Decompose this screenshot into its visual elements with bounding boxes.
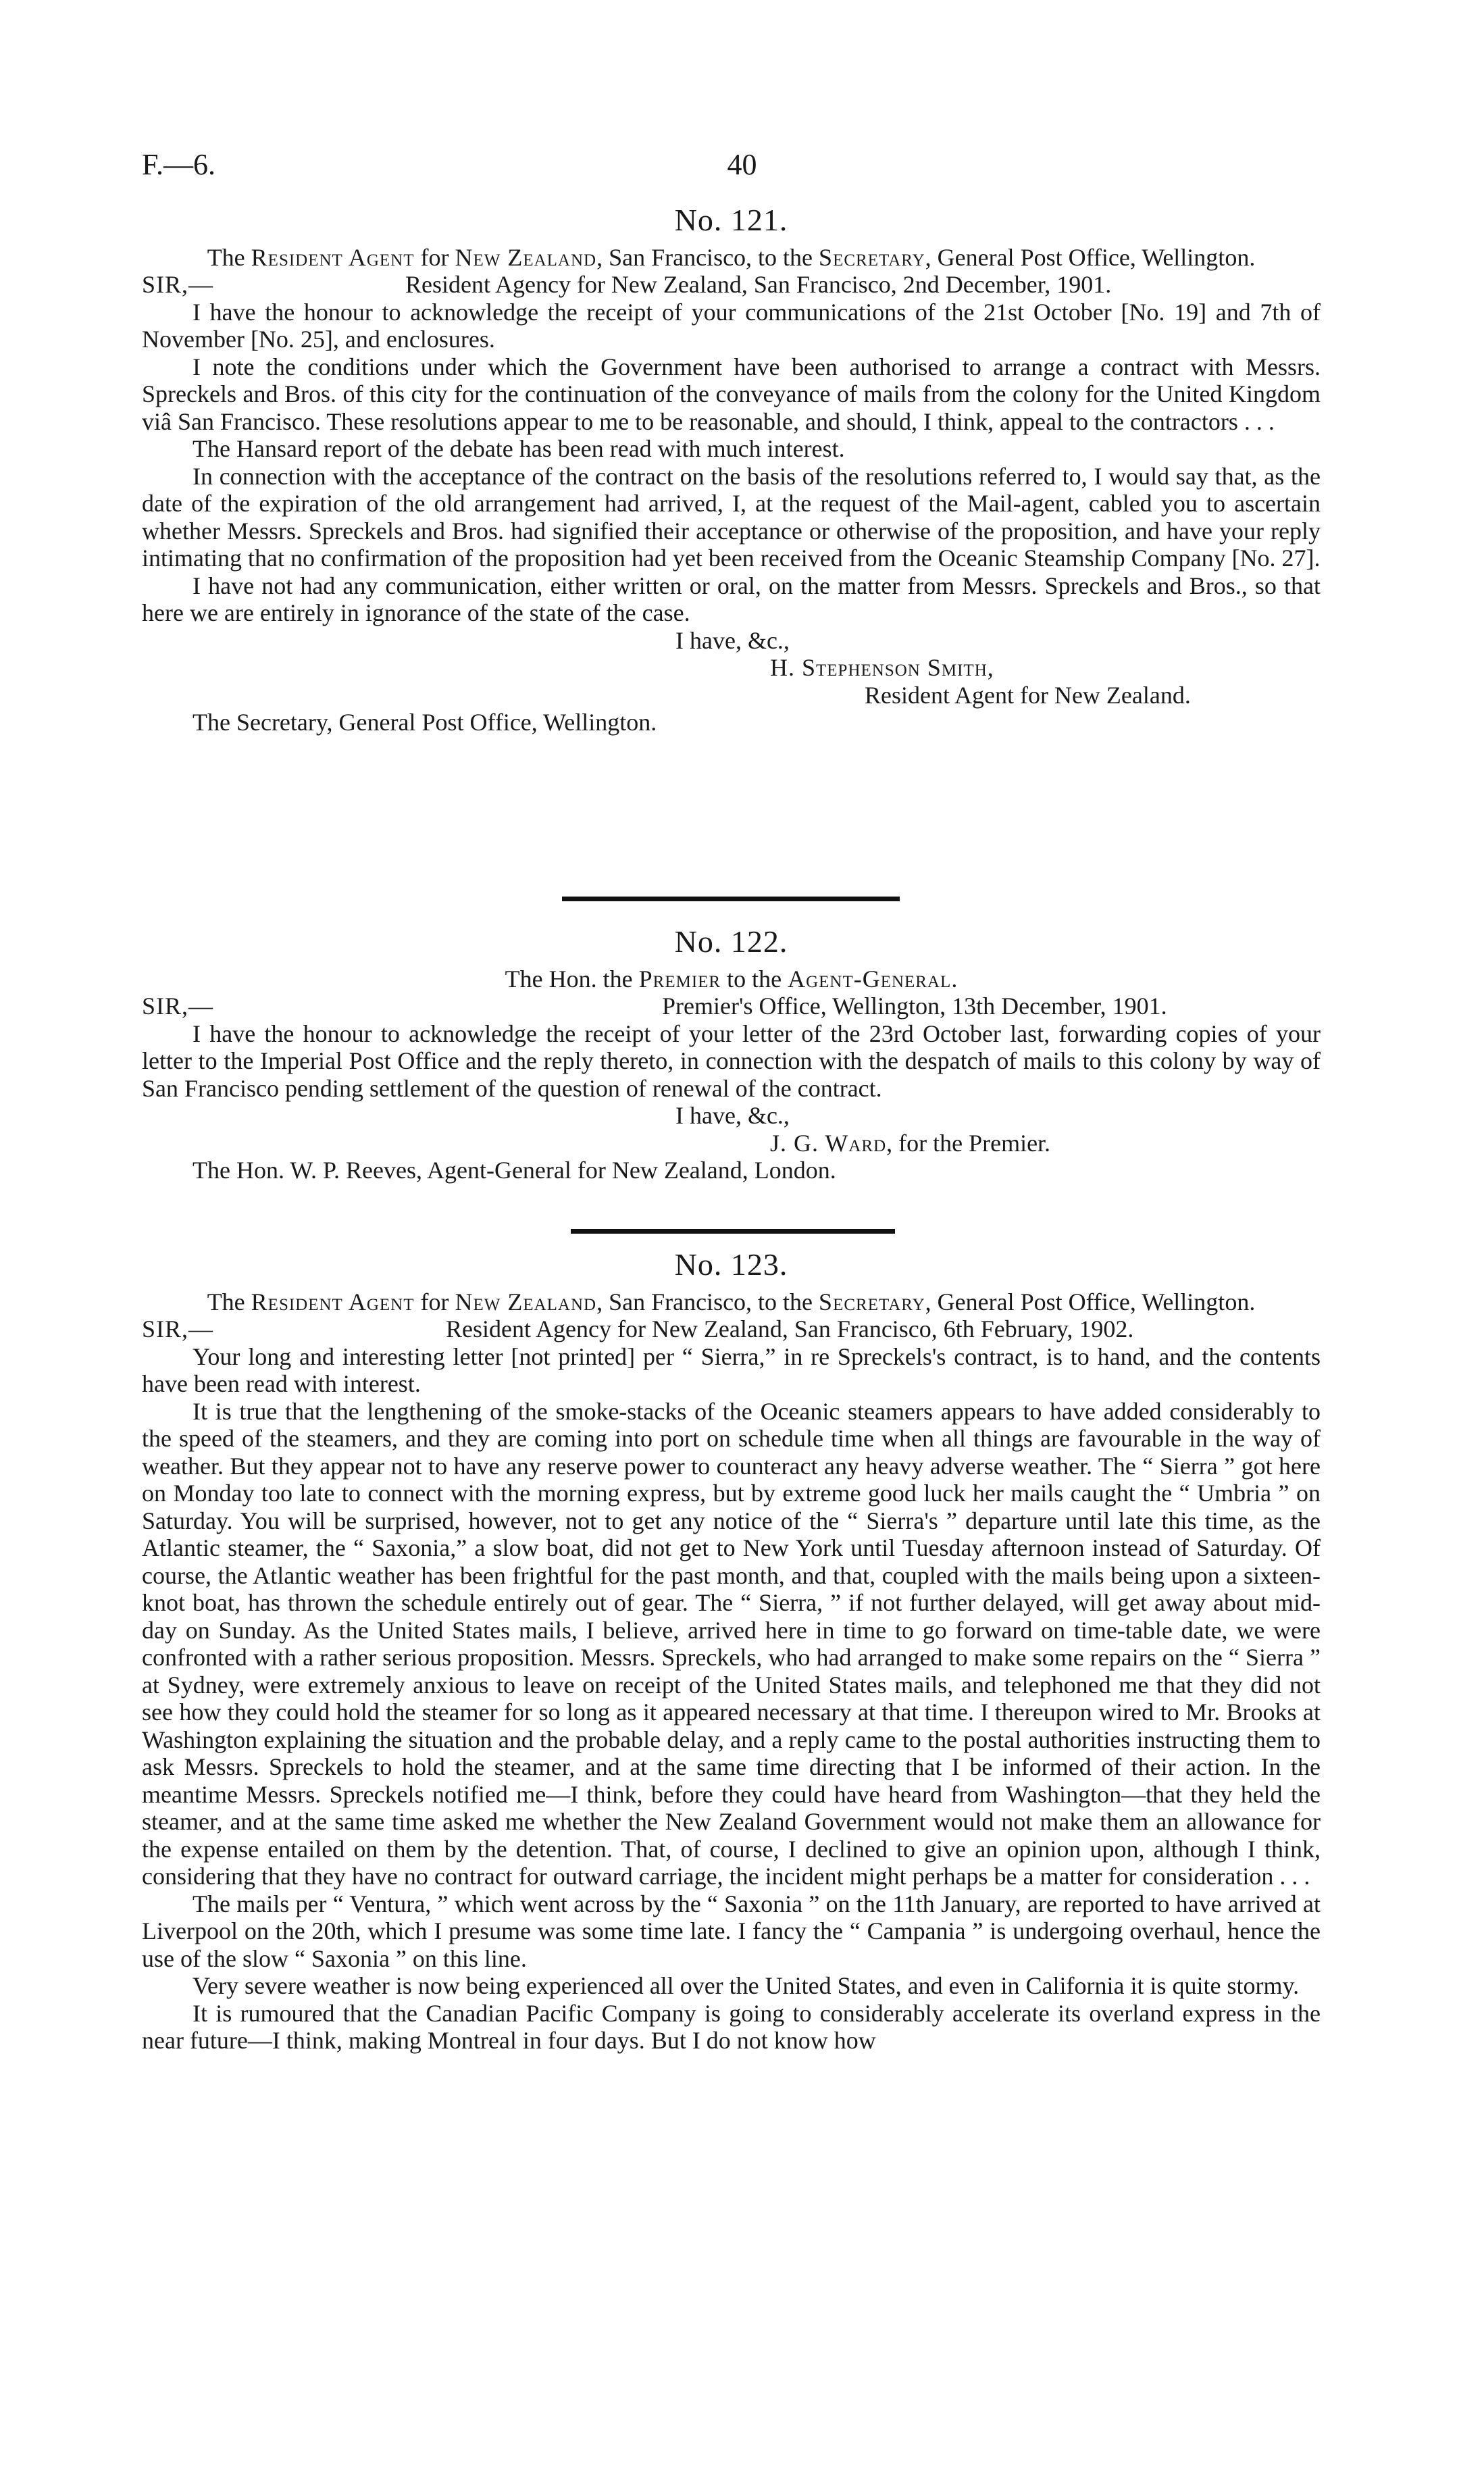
paragraph: I have not had any communication, either written or oral, on the matter from Messrs. Spreckels and Bros., so that here we are entirely in ignorance of the state of the case. — [142, 572, 1321, 626]
addressee: The Secretary, General Post Office, Wellington. — [193, 709, 657, 736]
paragraph: In connection with the acceptance of the contract on the basis of the resolutions referred to, I would say that, as the date of the expiration of the old arrangement had arrived, I, at the request of the Mail-agent, cabled you to ascertain whether Messrs. Spreckels and Bros. had signified their acceptance or otherwise of the proposition, and have your reply intimating that no confirmation of the proposition had yet been received from the Oceanic Steamship Company [No. 27]. — [142, 462, 1321, 572]
section-divider — [562, 897, 900, 901]
section-divider — [571, 1229, 895, 1234]
salutation: SIR,— — [142, 271, 214, 298]
page-number: 40 — [727, 148, 757, 181]
salutation: SIR,— — [142, 992, 214, 1020]
paragraph: I have the honour to acknowledge the receipt of your communications of the 21st October [No. 19] and 7th of November [No. 25], and enclosures. — [142, 298, 1321, 353]
salutation: SIR,— — [142, 1315, 214, 1342]
letter-number: No. 123. — [674, 1247, 788, 1282]
paragraph: It is rumoured that the Canadian Pacific Company is going to considerably accelerate its overland express in the near future—I think, making Montreal in four days. But I do not know how — [142, 1999, 1321, 2054]
paragraph: The mails per “ Ventura, ” which went across by the “ Saxonia ” on the 11th January, are reported to have arrived at Liverpool on the 20th, which I presume was some time late. I fancy the “ Campania ” is undergoing overhaul, hence the use of the slow “ Saxonia ” on this line. — [142, 1890, 1321, 1972]
signature-title: Resident Agent for New Zealand. — [865, 681, 1191, 709]
letter-heading: The Resident Agent for New Zealand, San Francisco, to the Secretary, General Post Office, Wellington. — [207, 243, 1256, 271]
paragraph: I have the honour to acknowledge the receipt of your letter of the 23rd October last, forwarding copies of your letter to the Imperial Post Office and the reply thereto, in connection with the despatch of mails to this colony by way of San Francisco pending settlement of the question of renewal of the contract. — [142, 1020, 1321, 1102]
paragraph: I note the conditions under which the Government have been authorised to arrange a contract with Messrs. Spreckels and Bros. of this city for the continuation of the conveyance of mails from the colony for the United Kingdom viâ San Francisco. These resolutions appear to me to be reasonable, and should, I think, appeal to the contractors . . . — [142, 353, 1321, 435]
paragraph: The Hansard report of the debate has been read with much interest. — [193, 435, 845, 462]
letter-heading: The Hon. the Premier to the Agent-General. — [505, 965, 958, 992]
addressee: The Hon. W. P. Reeves, Agent-General for New Zealand, London. — [193, 1157, 836, 1184]
letter-123 — [142, 1247, 1321, 2055]
letter-121 — [142, 203, 1321, 736]
paragraph: Your long and interesting letter [not printed] per “ Sierra,” in re Spreckels's contract, is to hand, and the contents have been read with interest. — [142, 1342, 1321, 1397]
closing: I have, &c., — [675, 1102, 790, 1129]
letter-122 — [142, 924, 1321, 1184]
paragraph: Very severe weather is now being experienced all over the United States, and even in California it is quite stormy. — [193, 1972, 1300, 1999]
salutation-line — [142, 1315, 1321, 1343]
salutation-line — [142, 271, 1321, 299]
letter-address: Premier's Office, Wellington, 13th December, 1901. — [662, 992, 1167, 1020]
closing: I have, &c., — [675, 626, 790, 654]
letter-address: Resident Agency for New Zealand, San Francisco, 6th February, 1902. — [446, 1315, 1134, 1342]
salutation-line — [142, 992, 1321, 1020]
signature: J. G. Ward, for the Premier. — [770, 1129, 1051, 1157]
letter-heading: The Resident Agent for New Zealand, San Francisco, to the Secretary, General Post Office, Wellington. — [207, 1288, 1256, 1315]
report-code: F.—6. — [142, 148, 215, 181]
paragraph: It is true that the lengthening of the smoke-stacks of the Oceanic steamers appears to have added considerably to the speed of the steamers, and they are coming into port on schedule time when all things are favourable in the way of weather. But they appear not to have any reserve power to counteract any heavy adverse weather. The “ Sierra ” got here on Monday too late to connect with the morning express, but by extreme good luck her mails caught the “ Umbria ” on Saturday. You will be surprised, however, not to get any notice of the “ Sierra's ” departure until late this time, as the Atlantic steamer, the “ Saxonia,” a slow boat, did not get to New York until Tuesday afternoon instead of Saturday. Of course, the Atlantic weather has been frightful for the past month, and that, coupled with the mails being upon a sixteen-knot boat, has thrown the schedule entirely out of gear. The “ Sierra, ” if not further delayed, will get away about mid-day on Sunday. As the United States mails, I believe, arrived here in time to go forward on time-table date, we were confronted with a rather serious proposition. Messrs. Spreckels, who had arranged to make some repairs on the “ Sierra ” at Sydney, were extremely anxious to leave on receipt of the United States mails, and telephoned me that they did not see how they could hold the steamer for so long as it appeared necessary at that time. I thereupon wired to Mr. Brooks at Washington explaining the situation and the probable delay, and a reply came to the postal authorities instructing them to ask Messrs. Spreckels to hold the steamer, and at the same time directing that I be informed of their action. In the meantime Messrs. Spreckels notified me—I think, before they could have heard from Washington—that they held the steamer, and at the same time asked me whether the New Zealand Government would not make them an allowance for the expense entailed on them by the detention. That, of course, I declined to give an opinion upon, although I think, considering that they have no contract for outward carriage, the incident might perhaps be a matter for consideration . . . — [142, 1397, 1321, 1890]
letter-number: No. 121. — [674, 203, 788, 237]
signature: H. Stephenson Smith, — [770, 654, 994, 681]
letter-address: Resident Agency for New Zealand, San Francisco, 2nd December, 1901. — [405, 271, 1112, 298]
letter-number: No. 122. — [674, 924, 788, 959]
